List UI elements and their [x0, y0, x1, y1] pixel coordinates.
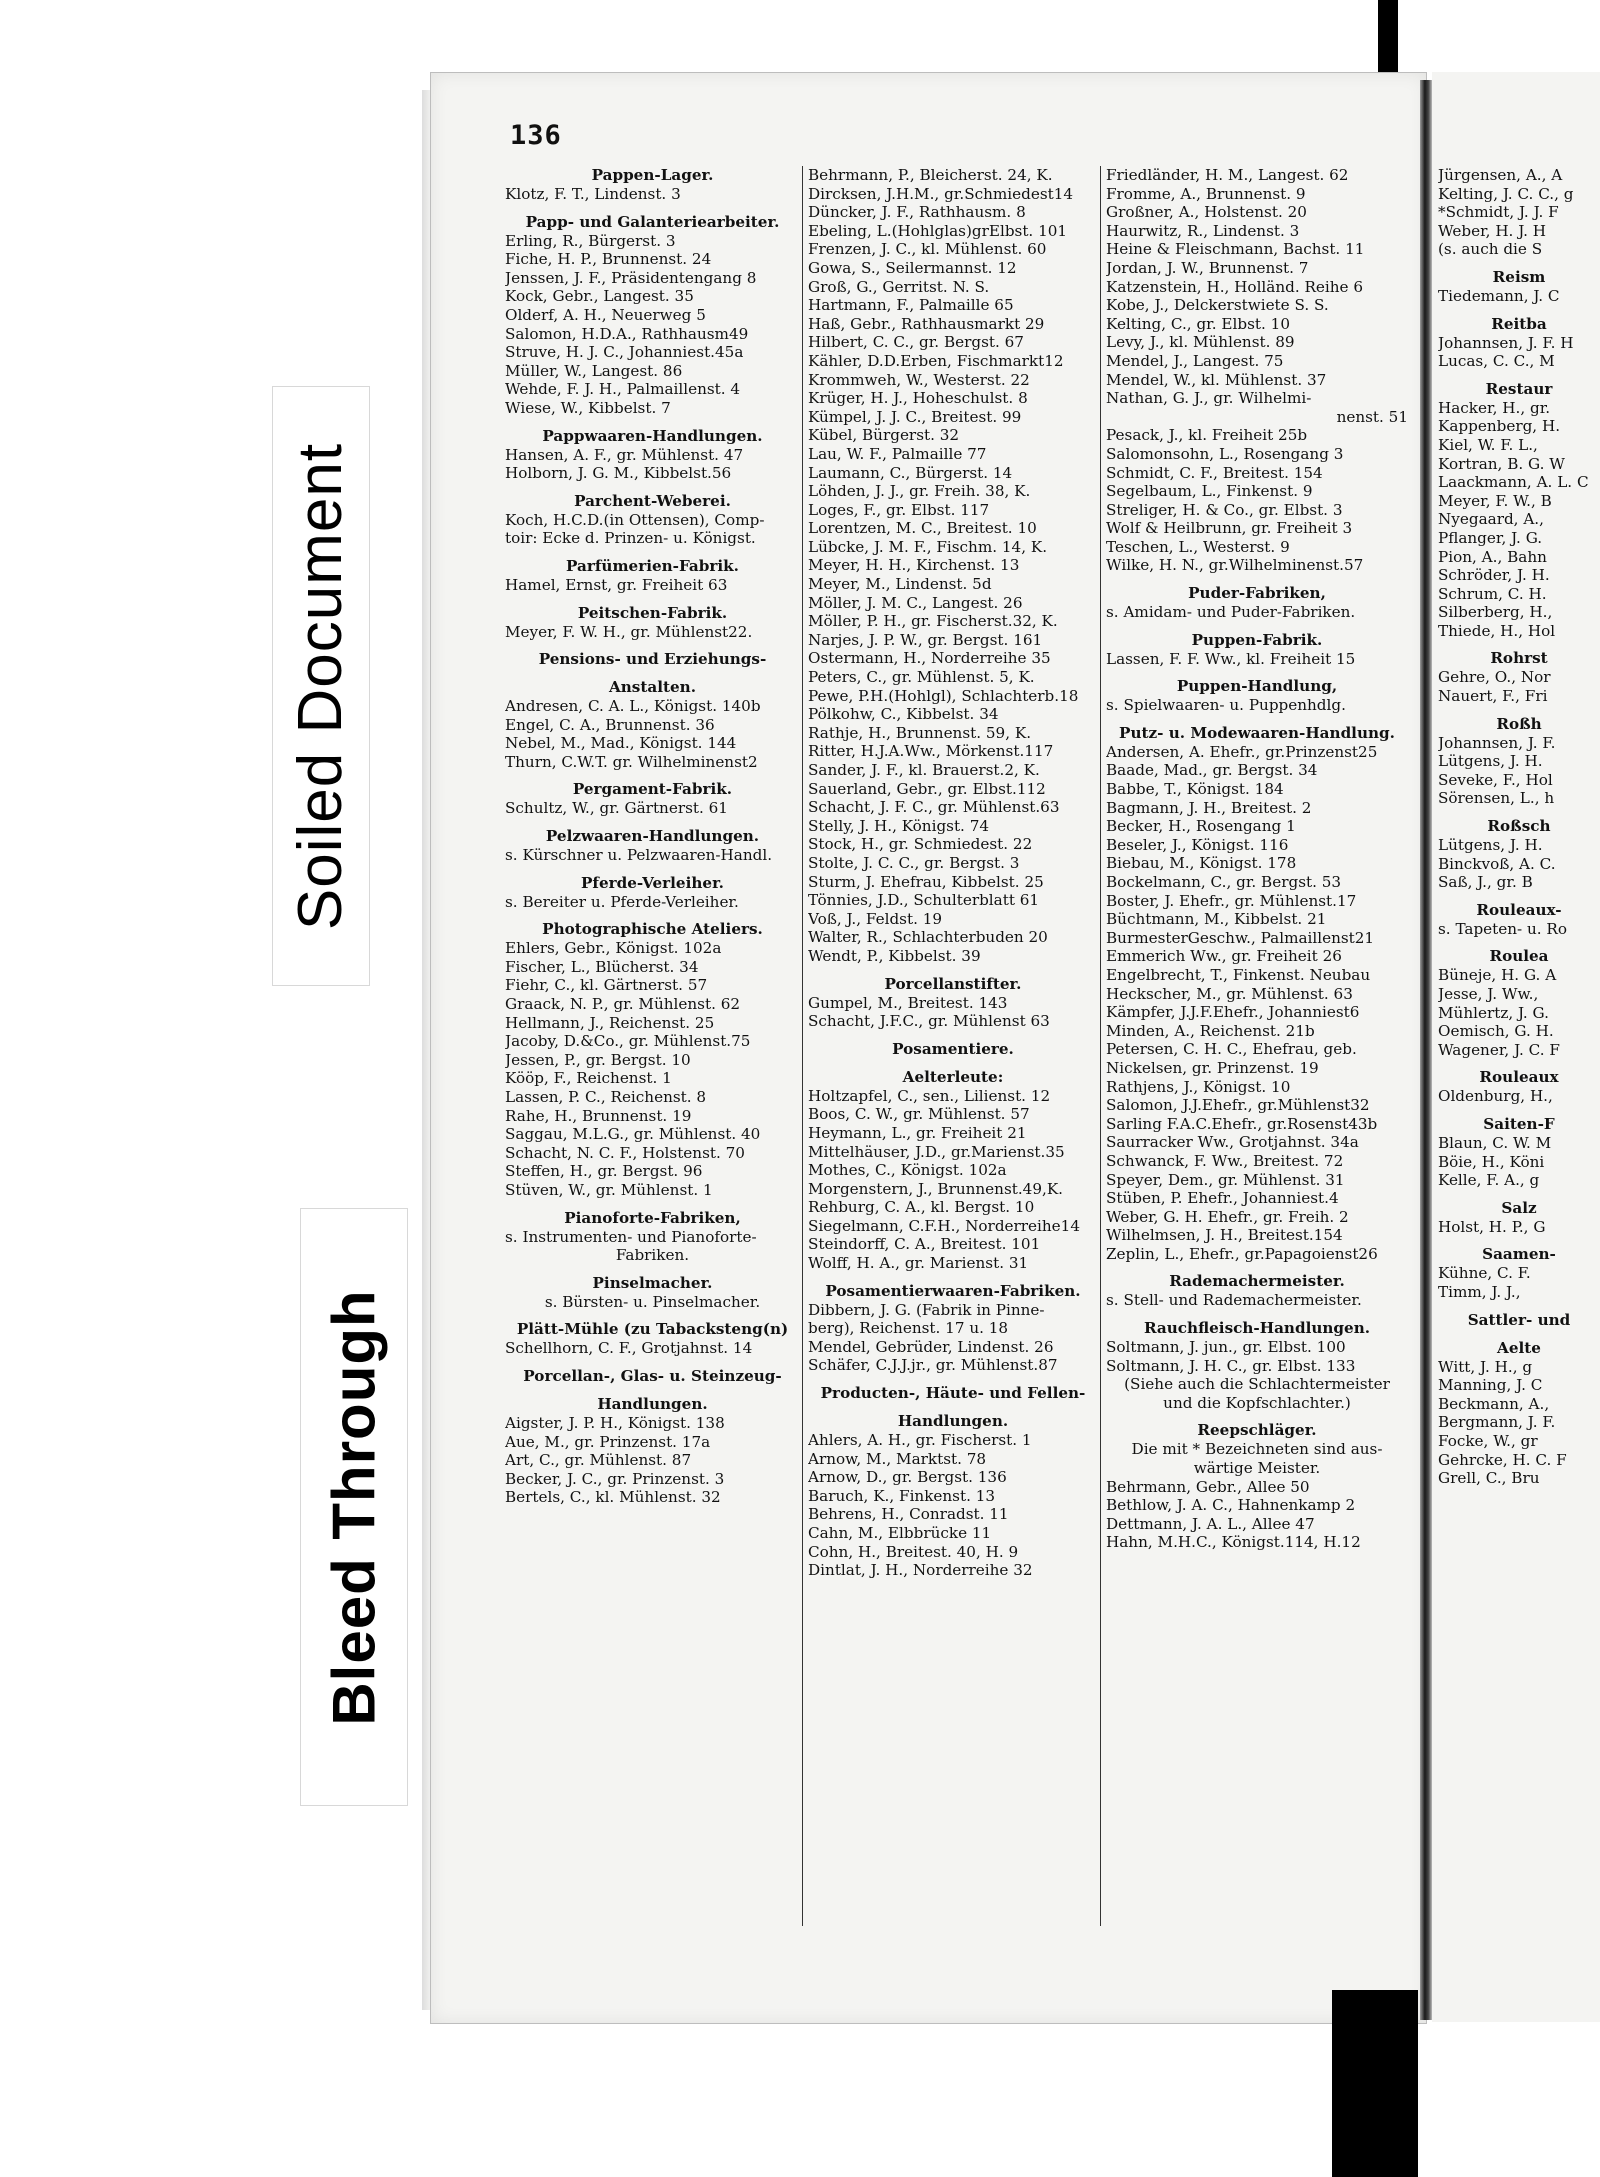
directory-entry: Ehlers, Gebr., Königst. 102a [505, 939, 722, 958]
section-heading: Parfümerien-Fabrik. [566, 556, 739, 575]
directory-entry: Hacker, H., gr. [1438, 398, 1551, 417]
directory-entry: Aue, M., gr. Prinzenst. 17a [505, 1432, 711, 1451]
section-heading: Reitba [1491, 314, 1547, 333]
section-heading: Producten-, Häute- und Fellen- [820, 1384, 1086, 1403]
directory-entry: Dircksen, J.H.M., gr.Schmiedest14 [808, 184, 1074, 203]
directory-entry: Teschen, L., Westerst. 9 [1106, 537, 1290, 556]
directory-entry: Bethlow, J. A. C., Hahnenkamp 2 [1106, 1496, 1356, 1515]
directory-entry: Ebeling, L.(Hohlglas)grElbst. 101 [808, 221, 1068, 240]
directory-entry: Stolte, J. C. C., gr. Bergst. 3 [808, 853, 1020, 872]
directory-entry: Fiehr, C., kl. Gärtnerst. 57 [505, 976, 708, 995]
directory-entry: Mittelhäuser, J.D., gr.Marienst.35 [808, 1142, 1065, 1161]
section-heading: Pinselmacher. [592, 1273, 713, 1292]
directory-entry: Möller, J. M. C., Langest. 26 [808, 593, 1023, 612]
directory-entry: toir: Ecke d. Prinzen- u. Königst. [505, 529, 756, 548]
directory-entry: Schultz, W., gr. Gärtnerst. 61 [505, 799, 728, 818]
section-heading: Pferde-Verleiher. [581, 873, 724, 892]
directory-entry: s. Bürsten- u. Pinselmacher. [544, 1292, 761, 1311]
directory-entry: Dettmann, J. A. L., Allee 47 [1106, 1514, 1315, 1533]
directory-entry: Laackmann, A. L. C [1438, 473, 1589, 492]
directory-entry: Kähler, D.D.Erben, Fischmarkt12 [808, 351, 1064, 370]
section-heading: Parchent-Weberei. [574, 491, 731, 510]
directory-entry: Behrens, H., Conradst. 11 [808, 1505, 1009, 1524]
directory-entry: Andersen, A. Ehefr., gr.Prinzenst25 [1106, 742, 1378, 761]
section-heading: Roßh [1496, 714, 1542, 733]
directory-entry: Kock, Gebr., Langest. 35 [505, 287, 694, 306]
directory-entry: Cohn, H., Breitest. 40, H. 9 [808, 1542, 1019, 1561]
directory-entry: Engel, C. A., Brunnenst. 36 [505, 715, 715, 734]
directory-entry: Segelbaum, L., Finkenst. 9 [1106, 482, 1313, 501]
directory-entry: berg), Reichenst. 17 u. 18 [808, 1319, 1009, 1338]
directory-entry: Lübcke, J. M. F., Fischm. 14, K. [808, 537, 1048, 556]
directory-entry: Frenzen, J. C., kl. Mühlenst. 60 [808, 240, 1047, 259]
directory-entry: Andresen, C. A. L., Königst. 140b [505, 697, 761, 716]
section-heading: Rouleaux- [1476, 900, 1562, 919]
section-heading: Pianoforte-Fabriken, [564, 1208, 741, 1227]
directory-entry: Johannsen, J. F. H [1438, 333, 1574, 352]
directory-entry: Holtzapfel, C., sen., Lilienst. 12 [808, 1086, 1051, 1105]
directory-entry: Rehburg, C. A., kl. Bergst. 10 [808, 1198, 1035, 1217]
directory-entry: Oemisch, G. H. [1438, 1022, 1554, 1041]
directory-entry: Ahlers, A. H., gr. Fischerst. 1 [808, 1431, 1032, 1450]
directory-entry: Meyer, F. W. H., gr. Mühlenst22. [505, 622, 753, 641]
directory-entry: Arnow, D., gr. Bergst. 136 [808, 1468, 1007, 1487]
directory-entry: Focke, W., gr [1438, 1431, 1538, 1450]
directory-entry: Boster, J. Ehefr., gr. Mühlenst.17 [1106, 891, 1357, 910]
directory-entry: Büchtmann, M., Kibbelst. 21 [1106, 910, 1327, 929]
directory-entry: Saß, J., gr. B [1438, 873, 1533, 892]
column-rule [802, 166, 803, 1926]
section-heading: Posamentierwaaren-Fabriken. [825, 1281, 1081, 1300]
directory-entry: Laumann, C., Bürgerst. 14 [808, 463, 1013, 482]
directory-entry: Schwanck, F. Ww., Breitest. 72 [1106, 1151, 1344, 1170]
directory-entry: Gumpel, M., Breitest. 143 [808, 993, 1008, 1012]
directory-entry: s. Tapeten- u. Ro [1438, 919, 1568, 938]
directory-entry: Witt, J. H., g [1438, 1357, 1533, 1376]
directory-entry: (Siehe auch die Schlachtermeister [1124, 1375, 1390, 1394]
directory-entry: Fromme, A., Brunnenst. 9 [1106, 184, 1306, 203]
directory-entry: Kobe, J., Delckerstwiete S. S. [1106, 296, 1329, 315]
directory-entry: Heymann, L., gr. Freiheit 21 [808, 1123, 1027, 1142]
directory-column-2 [808, 166, 1098, 1580]
directory-entry: Lütgens, J. H. [1438, 836, 1543, 855]
section-heading: Puppen-Fabrik. [1191, 630, 1323, 649]
directory-entry: Kümpel, J. J. C., Breitest. 99 [808, 407, 1022, 426]
directory-entry: Voß, J., Feldst. 19 [808, 909, 943, 928]
directory-entry: Petersen, C. H. C., Ehefrau, geb. [1106, 1040, 1357, 1059]
directory-entry: s. Amidam- und Puder-Fabriken. [1106, 603, 1356, 622]
section-heading: Porcellan-, Glas- u. Steinzeug- [523, 1366, 782, 1385]
directory-entry: Morgenstern, J., Brunnenst.49,K. [808, 1179, 1064, 1198]
directory-entry: Jacoby, D.&Co., gr. Mühlenst.75 [505, 1032, 751, 1051]
directory-entry: Stock, H., gr. Schmiedest. 22 [808, 835, 1033, 854]
directory-entry: Cahn, M., Elbbrücke 11 [808, 1524, 992, 1542]
directory-entry: Meyer, M., Lindenst. 5d [808, 575, 992, 594]
bleed-through-label [300, 1208, 408, 1806]
directory-entry: Büneje, H. G. A [1438, 966, 1557, 985]
section-heading: Rademachermeister. [1169, 1272, 1345, 1291]
directory-entry: Johannsen, J. F. [1438, 733, 1556, 752]
directory-entry: Schrum, C. H. [1438, 584, 1547, 603]
directory-entry: Die mit * Bezeichneten sind aus- [1131, 1440, 1383, 1459]
directory-entry: Ritter, H.J.A.Ww., Mörkenst.117 [808, 742, 1054, 761]
directory-entry: Grell, C., Bru [1438, 1469, 1540, 1488]
directory-entry: Fabriken. [615, 1246, 690, 1265]
directory-entry: Kelting, J. C. C., g [1438, 184, 1574, 203]
directory-entry: (s. auch die S [1438, 240, 1543, 259]
directory-entry: und die Kopfschlachter.) [1163, 1393, 1351, 1412]
directory-entry: Bergmann, J. F. [1438, 1413, 1556, 1432]
directory-entry: Rathjens, J., Königst. 10 [1106, 1077, 1291, 1096]
section-heading: Roßsch [1487, 817, 1551, 836]
section-heading: Roulea [1489, 947, 1549, 966]
directory-entry: Lassen, P. C., Reichenst. 8 [505, 1088, 707, 1106]
directory-entry: Holborn, J. G. M., Kibbelst.56 [505, 464, 732, 483]
directory-entry: Mendel, Gebrüder, Lindenst. 26 [808, 1337, 1054, 1356]
directory-entry: Wolff, H. A., gr. Marienst. 31 [808, 1254, 1029, 1273]
bleed-through-text: Bleed Through [320, 1288, 388, 1726]
section-heading: Pergament-Fabrik. [572, 780, 733, 799]
directory-entry: Groß, G., Gerritst. N. S. [808, 277, 990, 296]
directory-entry: Speyer, Dem., gr. Mühlenst. 31 [1106, 1170, 1345, 1189]
directory-entry: Bertels, C., kl. Mühlenst. 32 [505, 1488, 721, 1507]
directory-entry: Baruch, K., Finkenst. 13 [808, 1486, 996, 1505]
directory-entry: Kappenberg, H. [1438, 417, 1561, 436]
directory-entry: Wendt, P., Kibbelst. 39 [808, 946, 981, 965]
directory-entry: Saurracker Ww., Grotjahnst. 34a [1106, 1133, 1359, 1152]
directory-entry: Schellhorn, C. F., Grotjahnst. 14 [505, 1339, 753, 1358]
directory-entry: Nickelsen, gr. Prinzenst. 19 [1106, 1058, 1319, 1077]
directory-entry: Manning, J. C [1438, 1376, 1543, 1395]
directory-entry: Nyegaard, A., [1438, 510, 1544, 529]
directory-entry: Rathje, H., Brunnenst. 59, K. [808, 723, 1032, 742]
directory-entry: Sturm, J. Ehefrau, Kibbelst. 25 [808, 872, 1044, 891]
section-heading: Photographische Ateliers. [542, 920, 763, 939]
directory-entry: Möller, P. H., gr. Fischerst.32, K. [808, 612, 1058, 631]
directory-entry: Fischer, L., Blücherst. 34 [505, 957, 699, 976]
section-heading: Sattler- und [1467, 1310, 1571, 1329]
directory-entry: Wilke, H. N., gr.Wilhelminenst.57 [1106, 556, 1364, 575]
directory-entry: Großner, A., Holstenst. 20 [1106, 203, 1307, 222]
directory-entry: s. Stell- und Rademachermeister. [1106, 1291, 1362, 1310]
page-number: 136 [510, 120, 562, 151]
section-heading: Porcellanstifter. [884, 974, 1022, 993]
directory-entry: Meyer, H. H., Kirchenst. 13 [808, 556, 1020, 575]
facing-page-column [1438, 166, 1600, 1488]
directory-entry: Babbe, T., Königst. 184 [1106, 780, 1284, 799]
directory-entry: Jürgensen, A., A [1438, 166, 1563, 184]
directory-entry: Düncker, J. F., Rathhausm. 8 [808, 203, 1026, 222]
directory-entry: Schacht, J.F.C., gr. Mühlenst 63 [808, 1012, 1050, 1031]
directory-entry: Müller, W., Langest. 86 [505, 361, 683, 380]
directory-entry: Silberberg, H., [1438, 603, 1553, 622]
directory-entry: Sauerland, Gebr., gr. Elbst.112 [808, 779, 1046, 798]
directory-entry: Lorentzen, M. C., Breitest. 10 [808, 519, 1037, 538]
directory-entry: Nathan, G. J., gr. Wilhelmi- [1106, 389, 1312, 408]
directory-entry: Gehrcke, H. C. F [1438, 1450, 1567, 1469]
directory-entry: Graack, N. P., gr. Mühlenst. 62 [505, 995, 741, 1014]
directory-entry: Haurwitz, R., Lindenst. 3 [1106, 221, 1300, 240]
book-gutter [1420, 80, 1432, 2020]
section-heading: Restaur [1485, 379, 1553, 398]
directory-entry: *Schmidt, J. J. F [1438, 203, 1559, 222]
directory-column-1 [505, 166, 800, 1507]
directory-entry: Wilhelmsen, J. H., Breitest.154 [1106, 1226, 1343, 1245]
facing-page [1432, 72, 1600, 2022]
directory-entry: Heine & Fleischmann, Bachst. 11 [1106, 240, 1365, 259]
directory-entry: Kiel, W. F. L., [1438, 435, 1538, 454]
section-heading: Rouleaux [1479, 1068, 1559, 1087]
section-heading: Aelte [1497, 1338, 1541, 1357]
section-heading: Rohrst [1490, 649, 1548, 668]
directory-entry: Pion, A., Bahn [1438, 547, 1547, 566]
directory-entry: Tiedemann, J. C [1438, 286, 1560, 305]
section-heading: Handlungen. [597, 1394, 708, 1413]
directory-entry: Timm, J. J., [1438, 1282, 1521, 1301]
section-heading: Putz- u. Modewaaren-Handlung. [1119, 723, 1395, 742]
section-heading: Saiten-F [1483, 1114, 1555, 1133]
directory-entry: Nauert, F., Fri [1438, 687, 1548, 706]
directory-entry: Struve, H. J. C., Johanniest.45a [505, 343, 744, 362]
directory-entry: Stüben, P. Ehefr., Johanniest.4 [1106, 1189, 1339, 1208]
directory-entry: Kööp, F., Reichenst. 1 [505, 1069, 672, 1088]
directory-entry: s. Instrumenten- und Pianoforte- [505, 1227, 757, 1246]
directory-entry: Pesack, J., kl. Freiheit 25b [1106, 426, 1308, 445]
directory-entry: Mendel, J., Langest. 75 [1106, 351, 1284, 370]
directory-entry: Jessen, P., gr. Bergst. 10 [505, 1050, 691, 1069]
directory-entry: Saggau, M.L.G., gr. Mühlenst. 40 [505, 1125, 761, 1144]
directory-entry: Pölkohw, C., Kibbelst. 34 [808, 705, 999, 724]
directory-entry: Salomonsohn, L., Rosengang 3 [1106, 444, 1344, 463]
section-heading: Pensions- und Erziehungs- [538, 650, 767, 669]
directory-entry: Löhden, J. J., gr. Freih. 38, K. [808, 482, 1031, 501]
directory-entry: Kelle, F. A., g [1438, 1171, 1540, 1190]
directory-entry: Soltmann, J. jun., gr. Elbst. 100 [1106, 1338, 1346, 1357]
directory-entry: Steindorff, C. A., Breitest. 101 [808, 1235, 1041, 1254]
directory-entry: Mendel, W., kl. Mühlenst. 37 [1106, 370, 1327, 389]
directory-entry: Walter, R., Schlachterbuden 20 [808, 928, 1048, 947]
section-heading: Plätt-Mühle (zu Tabacksteng(n) [516, 1320, 789, 1339]
directory-entry: Böie, H., Köni [1438, 1152, 1545, 1171]
directory-entry: Heckscher, M., gr. Mühlenst. 63 [1106, 984, 1353, 1003]
directory-entry: Schacht, J. F. C., gr. Mühlenst.63 [808, 798, 1060, 817]
directory-entry: Kämpfer, J.J.F.Ehefr., Johanniest6 [1106, 1003, 1360, 1022]
section-heading: Puder-Fabriken, [1188, 584, 1326, 603]
section-heading: Peitschen-Fabrik. [577, 603, 728, 622]
directory-entry: Hartmann, F., Palmaille 65 [808, 296, 1014, 315]
directory-entry: Engelbrecht, T., Finkenst. Neubau [1106, 965, 1371, 984]
directory-entry: Art, C., gr. Mühlenst. 87 [505, 1451, 692, 1470]
directory-entry: Boos, C. W., gr. Mühlenst. 57 [808, 1105, 1030, 1124]
directory-entry: Olderf, A. H., Neuerweg 5 [505, 305, 706, 324]
directory-entry: Tönnies, J.D., Schulterblatt 61 [808, 891, 1040, 910]
directory-entry: Beckmann, A., [1438, 1394, 1550, 1413]
directory-entry: Sarling F.A.C.Ehefr., gr.Rosenst43b [1106, 1114, 1378, 1133]
directory-entry: Streliger, H. & Co., gr. Elbst. 3 [1106, 500, 1343, 519]
section-heading: Pelzwaaren-Handlungen. [545, 827, 760, 846]
directory-entry: Steffen, H., gr. Bergst. 96 [505, 1162, 703, 1181]
directory-entry: Levy, J., kl. Mühlenst. 89 [1106, 333, 1295, 352]
directory-entry: Dintlat, J. H., Norderreihe 32 [808, 1561, 1033, 1580]
directory-entry: Gehre, O., Nor [1438, 668, 1551, 687]
directory-entry: s. Kürschner u. Pelzwaaren-Handl. [505, 846, 773, 865]
directory-entry: Blaun, C. W. M [1438, 1133, 1552, 1152]
directory-entry: BurmesterGeschw., Palmaillenst21 [1106, 928, 1375, 947]
directory-entry: Biebau, M., Königst. 178 [1106, 854, 1297, 873]
directory-entry: Jenssen, J. F., Präsidentengang 8 [505, 268, 757, 287]
directory-entry: Lucas, C. C., M [1438, 352, 1555, 371]
directory-entry: Lütgens, J. H. [1438, 752, 1543, 771]
directory-entry: Narjes, J. P. W., gr. Bergst. 161 [808, 630, 1043, 649]
directory-entry: nenst. 51 [1336, 407, 1408, 426]
directory-entry: Kübel, Bürgerst. 32 [808, 426, 960, 445]
directory-entry: Arnow, M., Marktst. 78 [808, 1449, 987, 1468]
directory-entry: Mothes, C., Königst. 102a [808, 1161, 1007, 1180]
section-heading: Puppen-Handlung, [1176, 677, 1338, 696]
directory-entry: Wolf & Heilbrunn, gr. Freiheit 3 [1106, 519, 1353, 538]
directory-entry: Salomon, J.J.Ehefr., gr.Mühlenst32 [1106, 1096, 1370, 1115]
directory-entry: wärtige Meister. [1193, 1459, 1321, 1478]
section-heading: Rauchfleisch-Handlungen. [1143, 1319, 1371, 1338]
directory-entry: Emmerich Ww., gr. Freiheit 26 [1106, 947, 1342, 966]
section-heading: Pappwaaren-Handlungen. [542, 426, 763, 445]
directory-entry: Sander, J. F., kl. Brauerst.2, K. [808, 761, 1040, 779]
directory-entry: Baade, Mad., gr. Bergst. 34 [1106, 761, 1318, 780]
directory-entry: Holst, H. P., G [1438, 1217, 1546, 1236]
directory-entry: Aigster, J. P. H., Königst. 138 [505, 1413, 725, 1432]
directory-entry: Wiese, W., Kibbelst. 7 [505, 398, 671, 417]
directory-entry: Wagener, J. C. F [1438, 1040, 1560, 1059]
section-heading: Reepschläger. [1197, 1421, 1317, 1440]
directory-entry: Jordan, J. W., Brunnenst. 7 [1106, 258, 1309, 277]
directory-entry: Krüger, H. J., Hoheschulst. 8 [808, 389, 1028, 408]
directory-entry: Becker, H., Rosengang 1 [1106, 817, 1296, 836]
section-heading: Anstalten. [608, 678, 696, 697]
directory-entry: Seveke, F., Hol [1438, 770, 1553, 789]
directory-entry: Rahe, H., Brunnenst. 19 [505, 1106, 692, 1125]
directory-entry: Weber, H. J. H [1438, 221, 1547, 240]
directory-entry: Hahn, M.H.C., Königst.114, H.12 [1106, 1533, 1361, 1552]
directory-entry: Loges, F., gr. Elbst. 117 [808, 500, 990, 519]
directory-entry: Bockelmann, C., gr. Bergst. 53 [1106, 873, 1342, 891]
directory-entry: Siegelmann, C.F.H., Norderreihe14 [808, 1216, 1080, 1235]
directory-entry: Peters, C., gr. Mühlenst. 5, K. [808, 668, 1035, 687]
directory-entry: Mühlertz, J. G. [1438, 1003, 1549, 1022]
section-heading: Saamen- [1482, 1245, 1556, 1264]
directory-entry: Kelting, C., gr. Elbst. 10 [1106, 314, 1290, 333]
directory-entry: Ostermann, H., Norderreihe 35 [808, 649, 1051, 668]
directory-entry: Meyer, F. W., B [1438, 491, 1552, 510]
directory-entry: Schacht, N. C. F., Holstenst. 70 [505, 1143, 745, 1162]
section-heading: Pappen-Lager. [591, 166, 714, 184]
directory-entry: Pewe, P.H.(Hohlgl), Schlachterb.18 [808, 686, 1079, 705]
binding-strip-bottom [1332, 1990, 1418, 2177]
directory-entry: Schröder, J. H. [1438, 566, 1550, 585]
directory-entry: Minden, A., Reichenst. 21b [1106, 1021, 1315, 1040]
directory-entry: Friedländer, H. M., Langest. 62 [1106, 166, 1349, 184]
directory-entry: Wehde, F. J. H., Palmaillenst. 4 [505, 380, 741, 399]
directory-entry: Stelly, J. H., Königst. 74 [808, 816, 990, 835]
directory-entry: Pflanger, J. G. [1438, 528, 1543, 547]
directory-entry: Nebel, M., Mad., Königst. 144 [505, 734, 737, 753]
section-heading: Aelterleute: [902, 1067, 1004, 1086]
directory-entry: Lau, W. F., Palmaille 77 [808, 444, 987, 463]
directory-entry: Kortran, B. G. W [1438, 454, 1565, 473]
directory-entry: Stüven, W., gr. Mühlenst. 1 [505, 1180, 713, 1199]
directory-entry: Thurn, C.W.T. gr. Wilhelminenst2 [505, 752, 758, 771]
directory-entry: Kühne, C. F. [1438, 1264, 1531, 1283]
directory-entry: Hilbert, C. C., gr. Bergst. 67 [808, 333, 1024, 352]
column-rule [1100, 166, 1101, 1926]
section-heading: Papp- und Galanteriearbeiter. [525, 212, 780, 231]
directory-entry: Beseler, J., Königst. 116 [1106, 835, 1289, 854]
soiled-document-text: Soiled Document [286, 442, 356, 930]
directory-entry: Erling, R., Bürgerst. 3 [505, 231, 676, 250]
directory-column-3 [1106, 166, 1408, 1552]
section-heading: Handlungen. [897, 1412, 1009, 1431]
directory-entry: Bagmann, J. H., Breitest. 2 [1106, 798, 1312, 817]
section-heading: Reism [1492, 267, 1546, 286]
directory-entry: Soltmann, J. H. C., gr. Elbst. 133 [1106, 1356, 1356, 1375]
directory-entry: s. Spielwaaren- u. Puppenhdlg. [1106, 696, 1346, 715]
directory-entry: Thiede, H., Hol [1438, 621, 1556, 640]
directory-entry: Hamel, Ernst, gr. Freiheit 63 [505, 575, 728, 594]
directory-entry: Zeplin, L., Ehefr., gr.Papagoienst26 [1106, 1244, 1378, 1263]
directory-entry: Binckvoß, A. C. [1438, 854, 1556, 873]
directory-entry: Behrmann, Gebr., Allee 50 [1106, 1477, 1310, 1496]
directory-entry: Gowa, S., Seilermannst. 12 [808, 258, 1017, 277]
directory-entry: Krommweh, W., Westerst. 22 [808, 370, 1030, 389]
directory-entry: Behrmann, P., Bleicherst. 24, K. [808, 166, 1053, 184]
directory-entry: Hellmann, J., Reichenst. 25 [505, 1013, 715, 1032]
directory-entry: s. Bereiter u. Pferde-Verleiher. [505, 892, 739, 911]
directory-entry: Becker, J. C., gr. Prinzenst. 3 [505, 1469, 725, 1488]
directory-entry: Dibbern, J. G. (Fabrik in Pinne- [808, 1300, 1045, 1319]
directory-entry: Oldenburg, H., [1438, 1087, 1553, 1106]
directory-entry: Hansen, A. F., gr. Mühlenst. 47 [505, 445, 744, 464]
directory-entry: Lassen, F. F. Ww., kl. Freiheit 15 [1106, 649, 1356, 668]
section-heading: Salz [1501, 1198, 1537, 1217]
section-heading: Posamentiere. [892, 1039, 1014, 1058]
directory-entry: Fiche, H. P., Brunnenst. 24 [505, 250, 712, 269]
directory-entry: Sörensen, L., h [1438, 789, 1555, 808]
directory-entry: Koch, H.C.D.(in Ottensen), Comp- [505, 510, 765, 529]
directory-entry: Jesse, J. Ww., [1438, 985, 1539, 1003]
directory-entry: Weber, G. H. Ehefr., gr. Freih. 2 [1106, 1207, 1349, 1226]
directory-entry: Haß, Gebr., Rathhausmarkt 29 [808, 314, 1045, 333]
directory-entry: Klotz, F. T., Lindenst. 3 [505, 185, 681, 203]
soiled-document-label [272, 386, 370, 986]
directory-entry: Schmidt, C. F., Breitest. 154 [1106, 463, 1323, 482]
directory-entry: Schäfer, C.J.J.jr., gr. Mühlenst.87 [808, 1356, 1058, 1375]
directory-entry: Katzenstein, H., Holländ. Reihe 6 [1106, 277, 1364, 296]
directory-entry: Salomon, H.D.A., Rathhausm49 [505, 324, 749, 343]
